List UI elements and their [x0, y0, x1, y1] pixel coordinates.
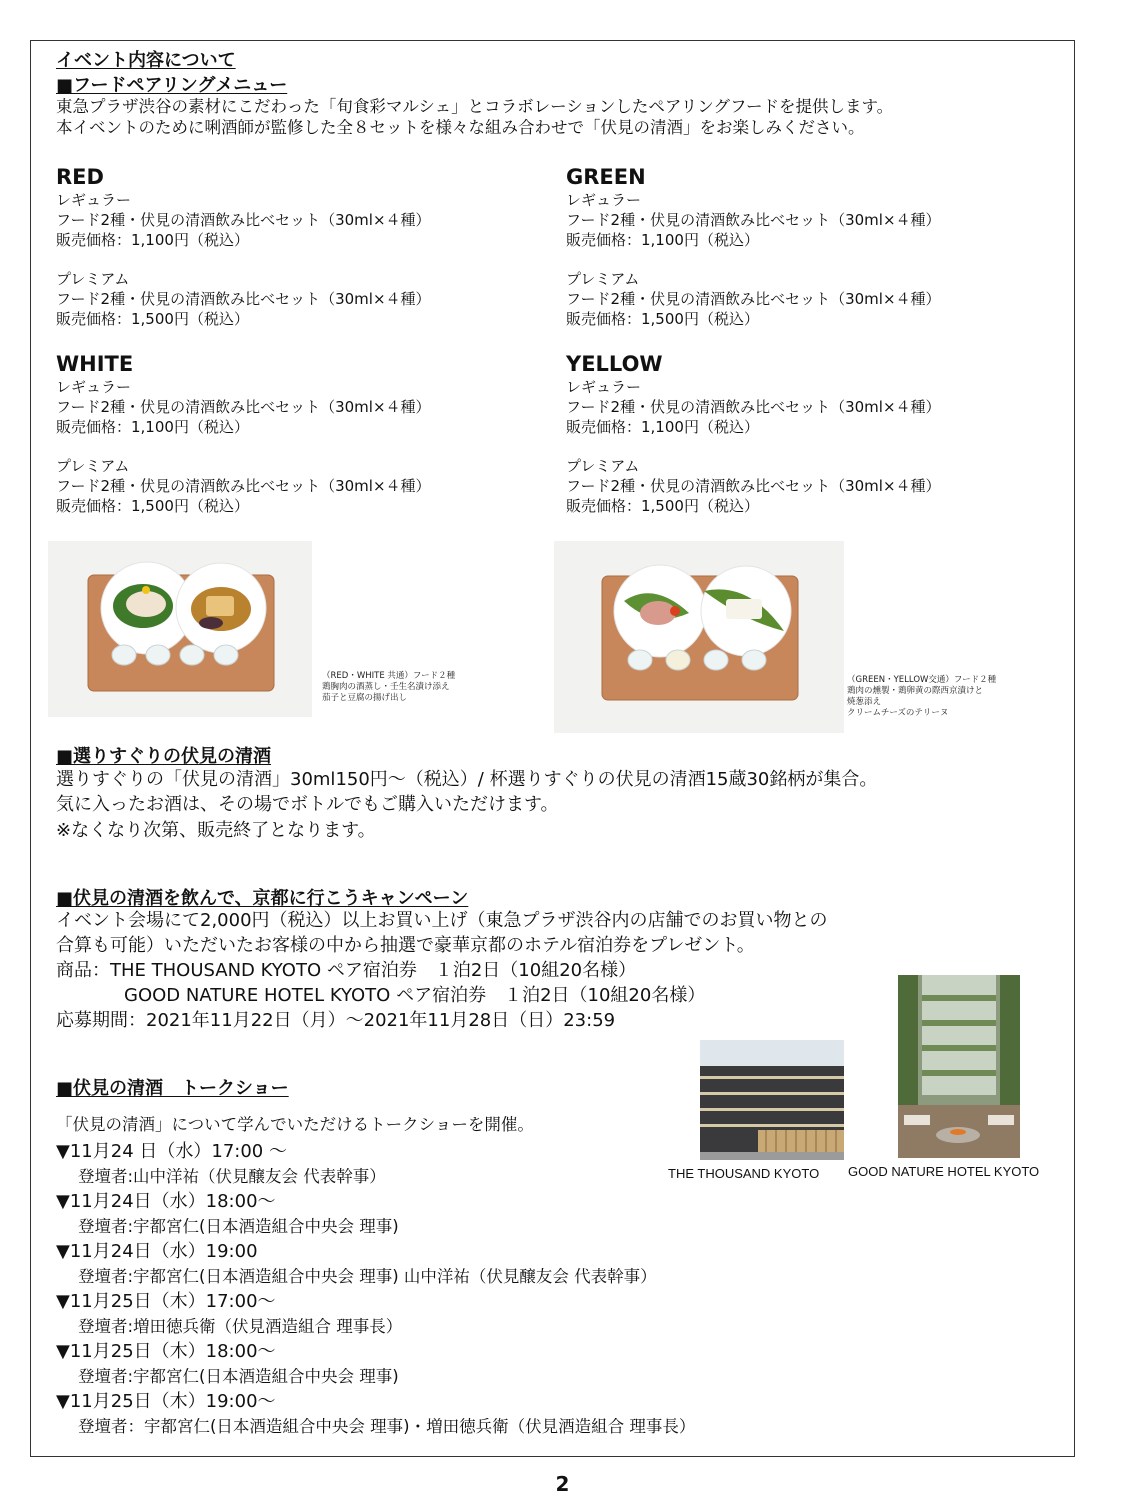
page-number: 2	[555, 1472, 570, 1496]
campaign-line-4: GOOD NATURE HOTEL KYOTO ペア宿泊券 １泊2日（10組20名様）	[124, 985, 706, 1006]
campaign-line-5: 応募期間：2021年11月22日（月）～2021年11月28日（日）23:59	[56, 1010, 616, 1031]
campaign-heading: ■伏見の清酒を飲んで、京都に行こうキャンペーン	[56, 888, 469, 909]
regular-price: 販売価格：1,100円（税込）	[56, 231, 249, 249]
sake-line-1: 選りすぐりの「伏見の清酒」30ml150円～（税込）/ 杯選りすぐりの伏見の清酒15蔵30銘柄が集合。	[56, 769, 878, 790]
sake-line-2: 気に入ったお酒は、その場でボトルでもご購入いただけます。	[56, 794, 559, 815]
session-speaker: 登壇者:宇都宮仁(日本酒造組合中央会 理事) 山中洋祐（伏見醸友会 代表幹事）	[78, 1267, 657, 1286]
sake-line-3: ※なくなり次第、販売終了となります。	[56, 820, 376, 841]
food-pairing-heading: ■フードペアリングメニュー	[56, 75, 288, 96]
regular-price: 販売価格：1,100円（税込）	[56, 418, 249, 436]
premium-price: 販売価格：1,500円（税込）	[566, 497, 759, 515]
regular-desc: フード2種・伏見の清酒飲み比べセット（30ml×４種）	[56, 211, 431, 229]
premium-desc: フード2種・伏見の清酒飲み比べセット（30ml×４種）	[566, 290, 941, 308]
intro-line-1: 東急プラザ渋谷の素材にこだわった「旬食彩マルシェ」とコラボレーションしたペアリングフードを提供します。	[56, 97, 894, 116]
premium-desc: フード2種・伏見の清酒飲み比べセット（30ml×４種）	[56, 477, 431, 495]
session-time: ▼11月25日（木）19:00～	[56, 1391, 276, 1412]
session-time: ▼11月24日（水）18:00～	[56, 1191, 276, 1212]
menu-name: WHITE	[56, 352, 134, 376]
premium-label: プレミアム	[56, 270, 130, 288]
premium-desc: フード2種・伏見の清酒飲み比べセット（30ml×４種）	[566, 477, 941, 495]
premium-label: プレミアム	[566, 270, 640, 288]
campaign-line-2: 合算も可能）いただいたお客様の中から抽選で豪華京都のホテル宿泊券をプレゼント。	[56, 935, 755, 956]
hotel-atrium-illustration	[898, 975, 1020, 1158]
regular-desc: フード2種・伏見の清酒飲み比べセット（30ml×４種）	[566, 398, 941, 416]
talk-show-intro: 「伏見の清酒」について学んでいただけるトークショーを開催。	[56, 1115, 534, 1134]
food-photo-green-yellow	[554, 541, 844, 733]
campaign-line-1: イベント会場にて2,000円（税込）以上お買い上げ（東急プラザ渋谷内の店舗でのお買い物との	[56, 910, 828, 931]
campaign-line-3: 商品：THE THOUSAND KYOTO ペア宿泊券 １泊2日（10組20名様）	[56, 960, 637, 981]
regular-label: レギュラー	[566, 378, 642, 396]
photo-good-nature-hotel-kyoto	[898, 975, 1020, 1158]
talk-show-heading: ■伏見の清酒 トークショー	[56, 1078, 289, 1099]
session-speaker: 登壇者：宇都宮仁(日本酒造組合中央会 理事)・増田徳兵衛（伏見酒造組合 理事長）	[78, 1417, 696, 1436]
regular-desc: フード2種・伏見の清酒飲み比べセット（30ml×４種）	[56, 398, 431, 416]
premium-price: 販売価格：1,500円（税込）	[56, 497, 249, 515]
session-time: ▼11月25日（木）17:00～	[56, 1291, 276, 1312]
premium-price: 販売価格：1,500円（税込）	[566, 310, 759, 328]
session-time: ▼11月25日（木）18:00～	[56, 1341, 276, 1362]
photo-caption-green-yellow: （GREEN・YELLOW交通）フード２種 鶏肉の燻製・鶏卵黄の際西京漬けと 焼葱添え クリームチーズのテリーヌ	[847, 675, 997, 718]
caption-the-thousand-kyoto: THE THOUSAND KYOTO	[668, 1166, 820, 1181]
menu-green	[566, 164, 941, 329]
menu-red	[56, 164, 431, 329]
session-time: ▼11月24日（水）19:00	[56, 1241, 258, 1262]
section-title: イベント内容について	[56, 50, 236, 71]
premium-label: プレミアム	[566, 457, 640, 475]
regular-label: レギュラー	[56, 378, 132, 396]
regular-price: 販売価格：1,100円（税込）	[566, 418, 759, 436]
premium-label: プレミアム	[56, 457, 130, 475]
hotel-building-illustration	[700, 1040, 844, 1160]
intro-line-2: 本イベントのために唎酒師が監修した全８セットを様々な組み合わせで「伏見の清酒」をお楽しみください。	[56, 118, 865, 137]
regular-desc: フード2種・伏見の清酒飲み比べセット（30ml×４種）	[566, 211, 941, 229]
session-time: ▼11月24 日（水）17:00 ～	[56, 1141, 287, 1162]
session-speaker: 登壇者:山中洋祐（伏見醸友会 代表幹事）	[78, 1167, 386, 1186]
food-tray-illustration	[554, 541, 844, 733]
regular-label: レギュラー	[56, 191, 132, 209]
menu-name: GREEN	[566, 165, 646, 189]
premium-desc: フード2種・伏見の清酒飲み比べセット（30ml×４種）	[56, 290, 431, 308]
premium-price: 販売価格：1,500円（税込）	[56, 310, 249, 328]
regular-label: レギュラー	[566, 191, 642, 209]
menu-name: YELLOW	[566, 352, 663, 376]
session-speaker: 登壇者:増田徳兵衛（伏見酒造組合 理事長）	[78, 1317, 403, 1336]
food-tray-illustration	[48, 541, 312, 717]
menu-name: RED	[56, 165, 104, 189]
photo-caption-red-white: （RED・WHITE 共通）フード２種 鶏胸肉の酒蒸し・壬生名漬け添え 茄子と豆腐の揚げ出し	[322, 671, 456, 703]
menu-white	[56, 351, 431, 516]
food-photo-red-white	[48, 541, 312, 717]
photo-the-thousand-kyoto	[700, 1040, 844, 1160]
menu-yellow	[566, 351, 941, 516]
session-speaker: 登壇者:宇都宮仁(日本酒造組合中央会 理事)	[78, 1367, 399, 1386]
selected-sake-heading: ■選りすぐりの伏見の清酒	[56, 746, 272, 767]
session-speaker: 登壇者:宇都宮仁(日本酒造組合中央会 理事)	[78, 1217, 399, 1236]
caption-good-nature-hotel-kyoto: GOOD NATURE HOTEL KYOTO	[848, 1164, 1040, 1179]
regular-price: 販売価格：1,100円（税込）	[566, 231, 759, 249]
